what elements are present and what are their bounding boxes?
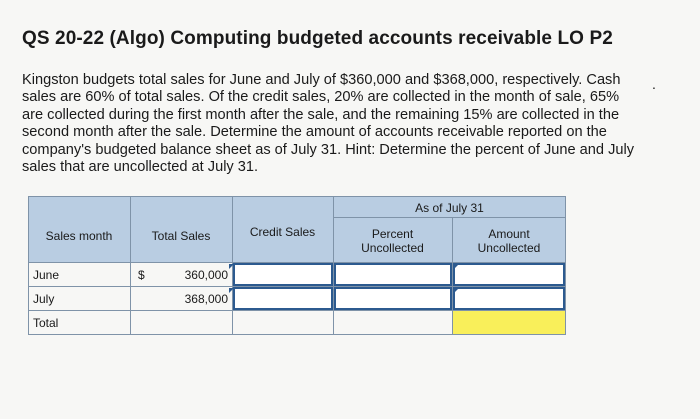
accounts-receivable-table: [28, 196, 566, 335]
june-credit-sales-input[interactable]: [233, 263, 333, 286]
group-header-divider: [333, 217, 566, 218]
column-header-credit-sales: Credit Sales: [249, 225, 316, 239]
grid-line: [565, 196, 566, 335]
problem-statement: [22, 72, 662, 176]
row-label-july: July: [33, 292, 55, 306]
july-percent-uncollected-input[interactable]: [334, 287, 452, 310]
july-amount-uncollected-input[interactable]: [453, 287, 565, 310]
cell-marker-icon: [454, 264, 459, 269]
row-label-total: Total: [33, 316, 59, 330]
column-header-amount-uncollected: [452, 227, 566, 255]
column-header-line: Amount: [488, 227, 530, 241]
row-label-june: June: [33, 268, 60, 282]
july-credit-sales-input[interactable]: [233, 287, 333, 310]
june-total-sales: 360,000: [184, 268, 228, 282]
grid-line: [28, 196, 566, 197]
stray-dot: .: [652, 76, 656, 92]
problem-line: Kingston budgets total sales for June and July of $360,000 and $368,000, respectively. Cash: [22, 72, 621, 88]
june-amount-uncollected-input[interactable]: [453, 263, 565, 286]
column-header-total-sales: Total Sales: [151, 229, 211, 243]
column-header-sales-month: Sales month: [45, 229, 113, 243]
question-title: QS 20-22 (Algo) Computing budgeted accounts receivable LO P2: [22, 28, 613, 49]
problem-line: sales are 60% of total sales. Of the credit sales, 20% are collected in the month of sale, 65%: [22, 89, 620, 106]
problem-line: second month after the sale. Determine the amount of accounts receivable reported on the: [22, 124, 607, 141]
column-header-line: Percent: [371, 227, 414, 241]
column-header-percent-uncollected: [333, 227, 452, 255]
cell-marker-icon: [454, 288, 459, 293]
column-header-line: Uncollected: [361, 241, 424, 255]
total-amount-uncollected-input[interactable]: [453, 311, 565, 334]
problem-line: company's budgeted balance sheet as of July 31. Hint: Determine the percent of June and July: [22, 141, 635, 158]
group-header-as-of-july-31: As of July 31: [415, 201, 484, 215]
problem-line: sales that are uncollected at July 31.: [22, 159, 259, 176]
problem-line: are collected during the first month after the sale, and the remaining 15% are collected in the: [22, 106, 620, 123]
grid-line: [28, 334, 566, 335]
currency-symbol: $: [138, 268, 145, 282]
grid-line: [28, 196, 29, 335]
column-header-line: Uncollected: [477, 241, 541, 255]
grid-line: [130, 196, 131, 335]
july-total-sales: 368,000: [184, 292, 228, 306]
june-percent-uncollected-input[interactable]: [334, 263, 452, 286]
